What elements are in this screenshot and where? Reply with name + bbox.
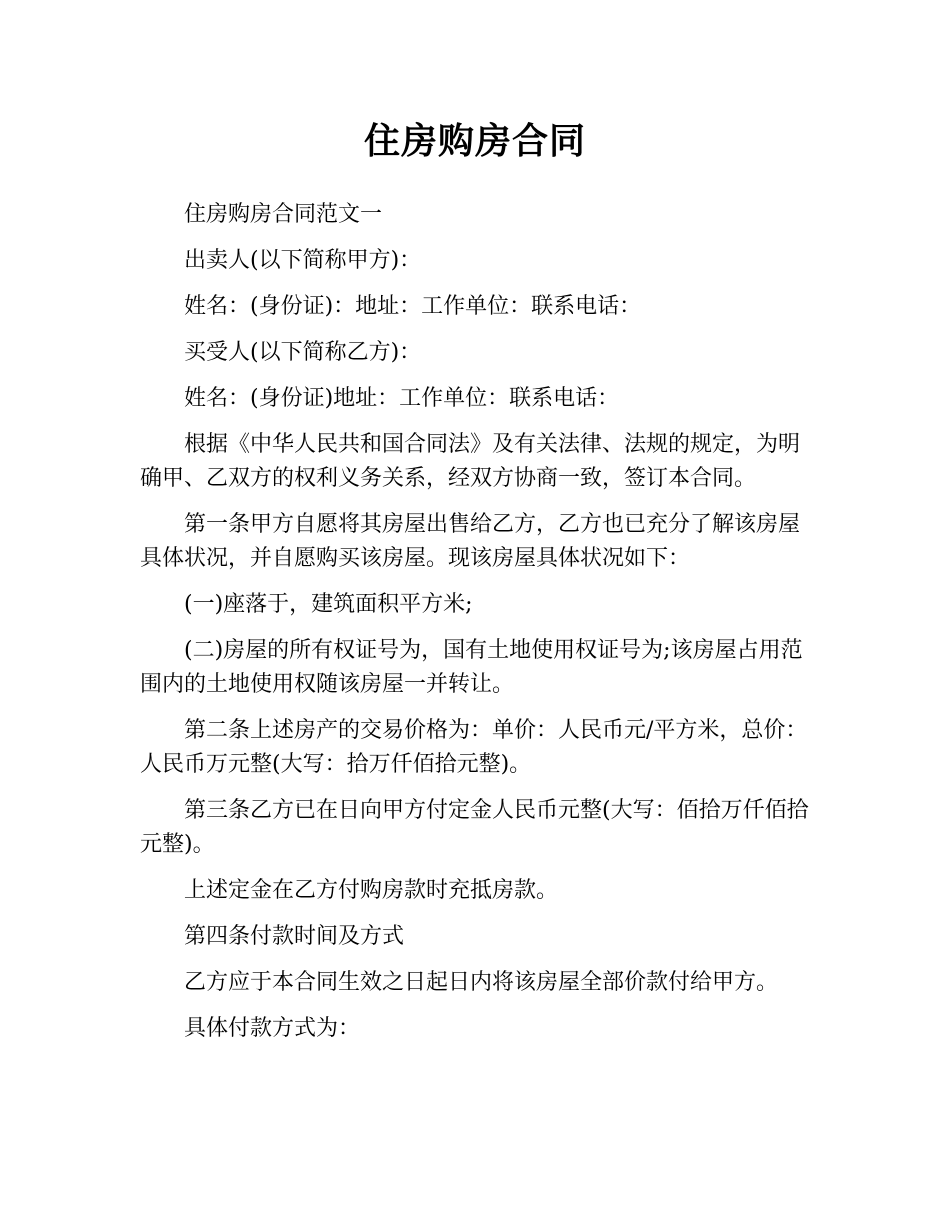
- paragraph-11: 第三条乙方已在日向甲方付定金人民币元整(大写：佰拾万仟佰拾元整)。: [140, 798, 809, 857]
- paragraph-5: 姓名：(身份证)地址：工作单位：联系电话：: [184, 386, 620, 411]
- paragraph-12: 上述定金在乙方付购房款时充抵房款。: [184, 878, 559, 903]
- paragraph-1: 住房购房合同范文一: [184, 202, 383, 227]
- paragraph-2: 出卖人(以下简称甲方)：: [184, 248, 422, 273]
- paragraph-3: 姓名：(身份证)：地址：工作单位：联系电话：: [184, 294, 642, 319]
- paragraph-14: 乙方应于本合同生效之日起日内将该房屋全部价款付给甲方。: [184, 970, 779, 995]
- paragraph-9: (二)房屋的所有权证号为，国有土地使用权证号为;该房屋占用范围内的土地使用权随该房屋一并转让。: [140, 638, 803, 697]
- paragraph-6: 根据《中华人民共和国合同法》及有关法律、法规的规定，为明确甲、乙双方的权利义务关系，经双方协商一致，签订本合同。: [140, 432, 801, 491]
- paragraph-10: 第二条上述房产的交易价格为：单价：人民币元/平方米，总价：人民币万元整(大写：拾万仟佰拾元整)。: [140, 718, 808, 777]
- paragraph-7: 第一条甲方自愿将其房屋出售给乙方，乙方也已充分了解该房屋具体状况，并自愿购买该房屋。现该房屋具体状况如下：: [140, 512, 801, 571]
- paragraph-8: (一)座落于，建筑面积平方米;: [184, 592, 473, 617]
- paragraph-4: 买受人(以下简称乙方)：: [184, 340, 422, 365]
- paragraph-15: 具体付款方式为：: [184, 1016, 361, 1041]
- paragraph-13: 第四条付款时间及方式: [184, 924, 405, 949]
- document-body: [140, 198, 812, 1058]
- document-title: 住房购房合同: [363, 121, 586, 162]
